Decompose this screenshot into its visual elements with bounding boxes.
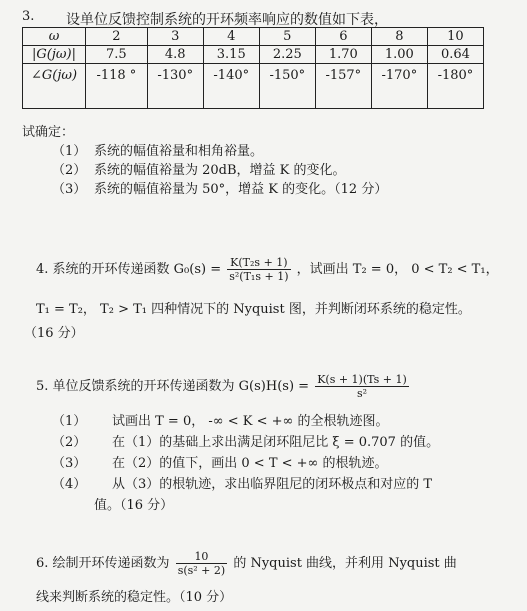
q5-item-4-num: （4） [52, 477, 87, 492]
table-cell: 1.70 [315, 46, 371, 64]
q4-tf-numerator: K(T₂s + 1) [227, 256, 290, 270]
q4-suffix: ，试画出 T₂ = 0， 0 < T₂ < T₁， [296, 262, 499, 277]
q3-number: 3. [22, 9, 35, 24]
q6-transfer-function [176, 550, 228, 577]
table-cell: -140° [203, 64, 259, 109]
q6-tf-numerator: 10 [176, 550, 228, 564]
table-cell: -170° [371, 64, 427, 109]
q3-item-1-text: 系统的幅值裕量和相角裕量。 [94, 144, 264, 159]
q4-score: （16 分） [24, 326, 84, 341]
table-cell: -150° [259, 64, 315, 109]
q5-item-4-text: 从（3）的根轨迹，求出临界阻尼的闭环极点和对应的 T [112, 477, 433, 492]
row-label-omega: ω [23, 28, 86, 46]
q4-tf-denominator: s²(T₁s + 1) [229, 270, 289, 283]
q5-transfer-function [315, 373, 409, 400]
q3-item-2-text: 系统的幅值裕量为 20dB，增益 K 的变化。 [94, 163, 346, 178]
q6-line-2: 线来判断系统的稳定性。（10 分） [36, 590, 233, 605]
q5-last-line: 值。（16 分） [94, 498, 174, 513]
q5-item-3-text: 在（2）的值下，画出 0 < T < +∞ 的根轨迹。 [112, 456, 388, 471]
q3-item-3-num: （3） [52, 182, 87, 197]
q4-prefix: 4. 系统的开环传递函数 G₀(s) = [36, 262, 222, 277]
q5-tf-numerator: K(s + 1)(Ts + 1) [317, 373, 407, 386]
table-cell: 8 [371, 28, 427, 46]
table-row [23, 64, 484, 109]
q6-prefix: 6. 绘制开环传递函数为 [36, 556, 170, 571]
table-cell: 3 [147, 28, 203, 46]
table-cell: -157° [315, 64, 371, 109]
row-label-magnitude: |G(jω)| [23, 46, 86, 64]
q5-tf-denominator: s² [356, 387, 368, 400]
q4-line-2: T₁ = T₂， T₂ > T₁ 四种情况下的 Nyquist 图，并判断闭环系统的稳定性。 [36, 302, 471, 317]
q4-line-1 [36, 256, 499, 283]
q5-item-1-num: （1） [52, 414, 87, 429]
table-cell: -130° [147, 64, 203, 109]
q5-item-2-num: （2） [52, 435, 87, 450]
q5-item-3-num: （3） [52, 456, 87, 471]
table-cell: 10 [427, 28, 483, 46]
q4-transfer-function [227, 256, 290, 283]
q6-tf-denominator: s(s² + 2) [177, 564, 226, 577]
row-label-phase: ∠G(jω) [23, 64, 86, 109]
table-cell: 7.5 [86, 46, 148, 64]
q3-item-1-num: （1） [52, 144, 87, 159]
q3-intro: 试确定： [22, 125, 75, 140]
table-cell: 2 [86, 28, 148, 46]
q6-line-1 [36, 550, 457, 577]
table-cell: 4.8 [147, 46, 203, 64]
table-cell: 4 [203, 28, 259, 46]
q3-title: 设单位反馈控制系统的开环频率响应的数值如下表， [66, 12, 388, 28]
q5-item-1-text: 试画出 T = 0， -∞ < K < +∞ 的全根轨迹图。 [112, 414, 389, 429]
table-row [23, 46, 484, 64]
table-cell: -118 ° [86, 64, 148, 109]
q5-prefix: 5. 单位反馈系统的开环传递函数为 G(s)H(s) = [36, 379, 310, 394]
q5-item-2-text: 在（1）的基础上求出满足闭环阻尼比 ξ = 0.707 的值。 [112, 435, 440, 450]
table-cell: 1.00 [371, 46, 427, 64]
q6-suffix: 的 Nyquist 曲线，并利用 Nyquist 曲 [233, 556, 457, 571]
table-cell: 2.25 [259, 46, 315, 64]
table-cell: 0.64 [427, 46, 483, 64]
q3-frequency-table [22, 27, 484, 109]
table-cell: 5 [259, 28, 315, 46]
table-cell: 6 [315, 28, 371, 46]
q3-item-3-text: 系统的幅值裕量为 50°，增益 K 的变化。（12 分） [94, 182, 388, 197]
table-cell: 3.15 [203, 46, 259, 64]
table-row [23, 28, 484, 46]
q3-item-2-num: （2） [52, 163, 87, 178]
q5-line-1 [36, 373, 411, 400]
table-cell: -180° [427, 64, 483, 109]
